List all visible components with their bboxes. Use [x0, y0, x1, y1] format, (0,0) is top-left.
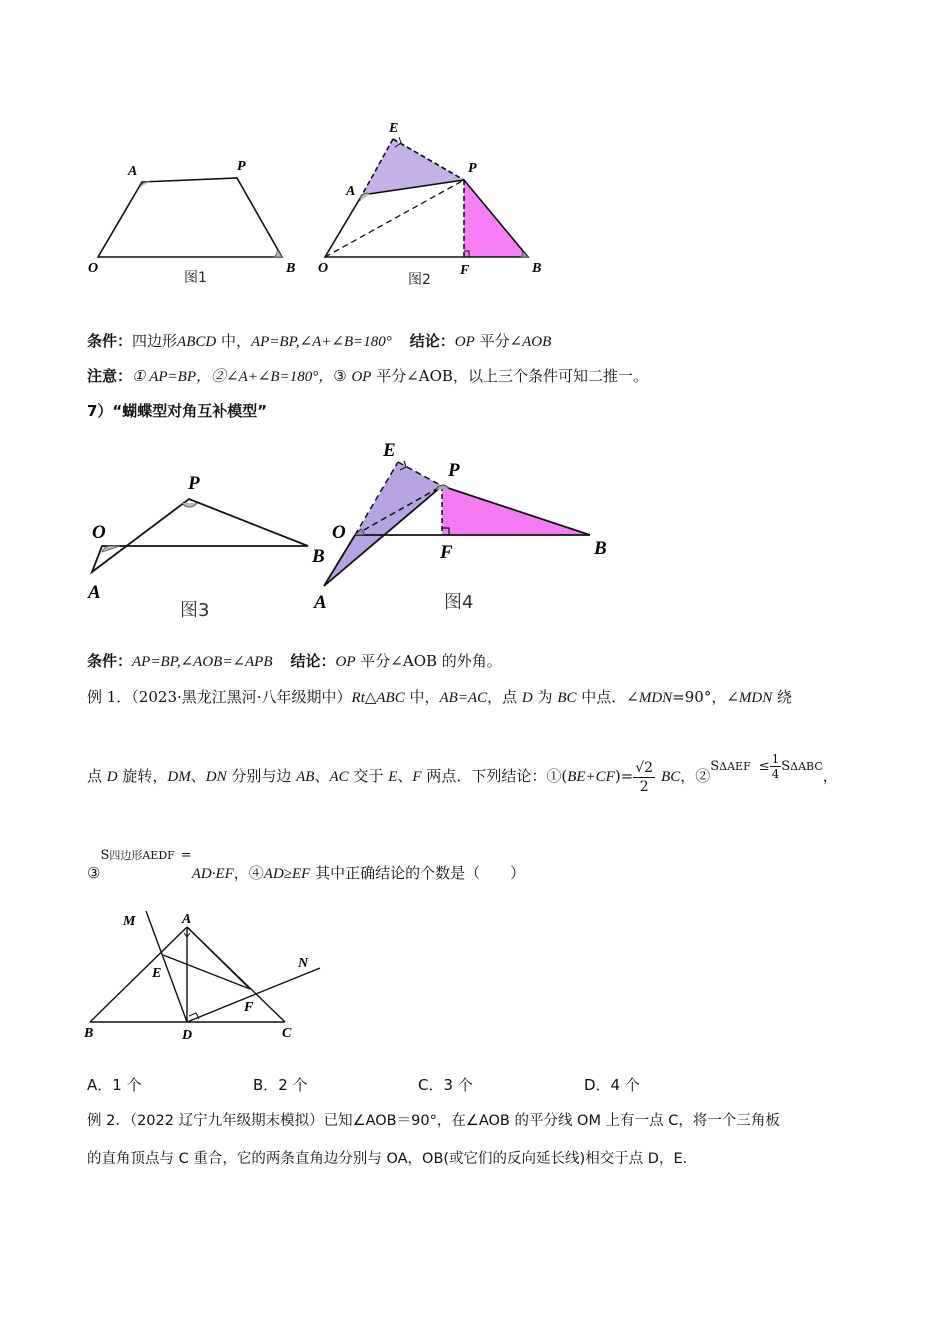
text: 中点．∠ [576, 688, 639, 706]
label-d: D [182, 1028, 193, 1043]
text: ，④ [233, 864, 264, 882]
angle-b-mark [274, 249, 282, 257]
example-1-line-3 [87, 848, 525, 888]
label-p: P [448, 460, 460, 481]
text: 点 [87, 767, 107, 785]
example-1-line-1 [87, 686, 792, 709]
text: 分别与边 [226, 767, 297, 785]
label-a: A [346, 184, 356, 199]
label-b: B [84, 1026, 94, 1041]
var: D [521, 690, 533, 706]
option-b[interactable]: B．2 个 [253, 1076, 308, 1094]
condition-formula: AP=BP,∠AOB=∠APB [132, 654, 273, 670]
label-f: F [244, 1000, 254, 1015]
var: MDN [638, 690, 673, 706]
var: BC [661, 769, 681, 785]
note-label: 注意： [87, 367, 133, 385]
text: ，② [680, 767, 711, 785]
figure-4-butterfly [310, 440, 620, 618]
condition-label: 条件： [87, 652, 133, 670]
quad-name: ABCD [177, 334, 217, 350]
var: AC [329, 769, 349, 785]
figure-3-caption: 图3 [180, 600, 210, 621]
label-f: F [460, 263, 470, 278]
example-2-line-1: 例 2．（2022 辽宁九年级期末模拟）已知∠AOB＝90°，在∠AOB 的平分线 OM 上有一点 C，将一个三角板 [87, 1113, 780, 1129]
label-m: M [123, 914, 136, 929]
var: BC [557, 690, 577, 706]
note-line [87, 365, 648, 388]
condition-line-2 [87, 650, 502, 673]
option-d[interactable]: D．4 个 [584, 1076, 640, 1094]
subscript: 四边形AEDF [109, 849, 175, 862]
text: ， [822, 767, 838, 785]
text: 平分 [474, 332, 510, 350]
var: AD≥EF [263, 866, 311, 882]
fraction-sqrt2-over-2 [633, 759, 655, 796]
label-e: E [152, 966, 162, 981]
numerator: 1 [771, 752, 780, 766]
example-1-figure [80, 905, 330, 1045]
figure-1-caption: 图1 [184, 270, 207, 286]
figure-2-caption: 图2 [408, 272, 431, 288]
text: ，点 [487, 688, 522, 706]
eq-sign: = [180, 848, 192, 863]
label-c: C [282, 1026, 292, 1041]
var: D [106, 769, 118, 785]
op-segment: OP [335, 654, 356, 670]
label-o: O [92, 522, 106, 543]
area-s: S [781, 759, 791, 774]
area-s: S [100, 848, 110, 863]
var: MDN [738, 690, 773, 706]
label-b: B [532, 261, 542, 276]
var: AB [296, 769, 315, 785]
label-b: B [594, 538, 607, 559]
op-segment: OP [351, 369, 372, 385]
label-a: A [128, 164, 138, 179]
text: ，以上三个条件可知二推一。 [452, 367, 648, 385]
text: 旋转， [117, 767, 168, 785]
text: 其中正确结论的个数是（ ） [310, 864, 526, 882]
conclusion-label: 结论： [290, 652, 336, 670]
var: DM [167, 769, 191, 785]
quad-area [100, 848, 191, 864]
condition-line-1 [87, 330, 551, 353]
text: 中， [404, 688, 440, 706]
text: 四边形 [132, 332, 178, 350]
numerator: √2 [635, 759, 654, 776]
denominator: 4 [771, 767, 780, 781]
quadrilateral-aopb [98, 178, 282, 257]
label-p: P [237, 159, 246, 174]
circled-3: ③ [87, 864, 101, 882]
label-p: P [188, 473, 200, 494]
subscript: ΔABC [790, 760, 823, 773]
butterfly-outline [92, 499, 308, 572]
example-1-source: 例 1．（2023·黑龙江黑河·八年级期中） [87, 688, 352, 706]
figure-2-quadrilateral [310, 110, 550, 290]
label-o: O [318, 261, 329, 276]
section-heading-7: 7）“蝴蝶型对角互补模型” [87, 402, 268, 420]
var: AD·EF [191, 866, 234, 882]
le-sign: ≤ [758, 759, 770, 774]
label-a: A [314, 592, 327, 613]
area-inequality [710, 752, 823, 781]
figure-3-butterfly [80, 462, 325, 630]
figure-1-quadrilateral [80, 110, 310, 290]
text: 平分∠AOB [371, 367, 453, 385]
text: 、 [314, 767, 330, 785]
text: )= [614, 767, 634, 785]
label-n: N [298, 956, 309, 971]
label-o: O [332, 522, 346, 543]
figure-4-caption: 图4 [444, 592, 474, 613]
label-b: B [286, 261, 296, 276]
denominator: 2 [639, 778, 649, 795]
text: 中， [216, 332, 251, 350]
triangle-name: Rt△ABC [351, 690, 405, 706]
text: 两点．下列结论：①( [421, 767, 568, 785]
label-f: F [440, 542, 453, 563]
text: 为 [532, 688, 558, 706]
option-a[interactable]: A．1 个 [87, 1076, 142, 1094]
label-o: O [88, 261, 99, 276]
var: F [412, 769, 422, 785]
op-segment: OP [454, 334, 475, 350]
note-cond-2: ②∠A+∠B=180°， [211, 369, 334, 385]
text: 平分∠AOB 的外角。 [355, 652, 502, 670]
area-s: S [710, 759, 720, 774]
condition-label: 条件： [87, 332, 133, 350]
var: DN [205, 769, 227, 785]
conclusion-label: 结论： [409, 332, 455, 350]
example-2-line-2: 的直角顶点与 C 重合，它的两条直角边分别与 OA，OB(或它们的反向延长线)相交于点 D，E. [87, 1151, 688, 1167]
text: =90°，∠ [672, 688, 739, 706]
text: ③ [333, 367, 352, 385]
angle-aob: ∠AOB [509, 334, 552, 350]
label-a: A [88, 582, 101, 603]
label-p: P [468, 161, 477, 176]
subscript: ΔAEF [719, 760, 751, 773]
label-e: E [389, 121, 399, 136]
equality: AB=AC [439, 690, 488, 706]
condition-formula: AP=BP,∠A+∠B=180° [250, 334, 392, 350]
label-b: B [312, 546, 325, 567]
text: 交于 [348, 767, 389, 785]
text: 绕 [772, 688, 793, 706]
option-c[interactable]: C．3 个 [418, 1076, 473, 1094]
note-cond-1: ① AP=BP， [132, 369, 211, 385]
var: BE+CF [567, 769, 615, 785]
label-e: E [383, 440, 396, 461]
text: 、 [190, 767, 206, 785]
var: E [388, 769, 398, 785]
label-a: A [182, 912, 192, 927]
text: 、 [397, 767, 413, 785]
example-1-line-2 [87, 748, 838, 804]
